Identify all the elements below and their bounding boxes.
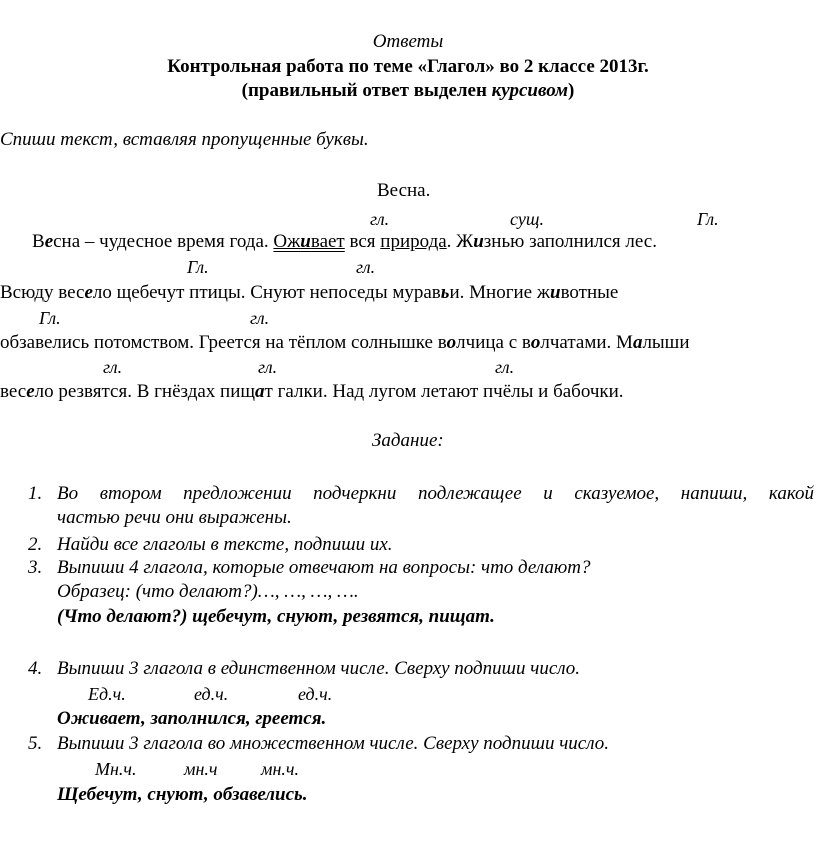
mark-4a: гл.	[103, 357, 123, 377]
mark-3b: гл.	[250, 308, 270, 328]
mark-3a: Гл.	[39, 308, 61, 328]
number-label-b: ед.ч.	[194, 684, 229, 704]
task-number: 3.	[28, 557, 43, 578]
mark-1a: гл.	[370, 209, 390, 229]
number-label-a: Ед.ч.	[88, 684, 126, 704]
subtitle-end: )	[568, 80, 575, 101]
text-line-2: Всюду весело щебечут птицы. Снуют непоседы муравьи. Многие животные	[0, 282, 619, 303]
text-title: Весна.	[377, 180, 431, 201]
subject-underline: природа	[380, 231, 447, 252]
task-number: 5.	[28, 733, 43, 754]
subtitle-italic: курсивом	[491, 80, 569, 101]
task-answer: (Что делают?) щебечут, снуют, резвятся, пищат.	[57, 606, 495, 627]
task-number: 2.	[28, 534, 43, 555]
task-heading: Задание:	[372, 430, 444, 451]
predicate-underline: Оживает	[273, 231, 345, 252]
task-answer: Оживает, заполнился, греется.	[57, 708, 327, 729]
answers-label: Ответы	[372, 31, 444, 52]
text-line-3: обзавелись потомством. Греется на тёплом солнышке волчица с волчатами. Малыши	[0, 332, 690, 353]
task-text: Найди все глаголы в тексте, подпиши их.	[57, 534, 393, 555]
mark-1b: сущ.	[510, 209, 544, 229]
text-line-1: Весна – чудесное время года. Оживает вся природа. Жизнью заполнился лес.	[32, 231, 657, 252]
task-text: Во втором предложении подчеркни подлежащее и сказуемое, напиши, какой	[57, 483, 814, 504]
task-text: Выпиши 4 глагола, которые отвечают на вопросы: что делают?	[57, 557, 591, 578]
task-text: Выпиши 3 глагола во множественном числе. Сверху подпиши число.	[57, 733, 609, 754]
task-text-cont: частью речи они выражены.	[57, 507, 292, 528]
number-label-a: Мн.ч.	[95, 759, 137, 779]
task-number: 1.	[28, 483, 43, 504]
document-title: Контрольная работа по теме «Глагол» во 2 классе 2013г.	[167, 56, 649, 77]
number-label-c: ед.ч.	[298, 684, 333, 704]
task-answer: Щебечут, снуют, обзавелись.	[57, 784, 308, 805]
document-subtitle	[0, 81, 816, 100]
task-text: Выпиши 3 глагола в единственном числе. Сверху подпиши число.	[57, 658, 581, 679]
mark-2b: гл.	[356, 257, 376, 277]
mark-2a: Гл.	[187, 257, 209, 277]
task-number: 4.	[28, 658, 43, 679]
mark-1c: Гл.	[697, 209, 719, 229]
mark-4c: гл.	[495, 357, 515, 377]
task-example: Образец: (что делают?)…, …, …, ….	[57, 581, 359, 602]
mark-4b: гл.	[258, 357, 278, 377]
subtitle-start: (правильный ответ выделен	[241, 80, 492, 101]
number-label-c: мн.ч.	[261, 759, 300, 779]
instruction: Спиши текст, вставляя пропущенные буквы.	[0, 129, 369, 150]
number-label-b: мн.ч	[184, 759, 218, 779]
text-line-4: весело резвятся. В гнёздах пищат галки. Над лугом летают пчёлы и бабочки.	[0, 381, 624, 402]
